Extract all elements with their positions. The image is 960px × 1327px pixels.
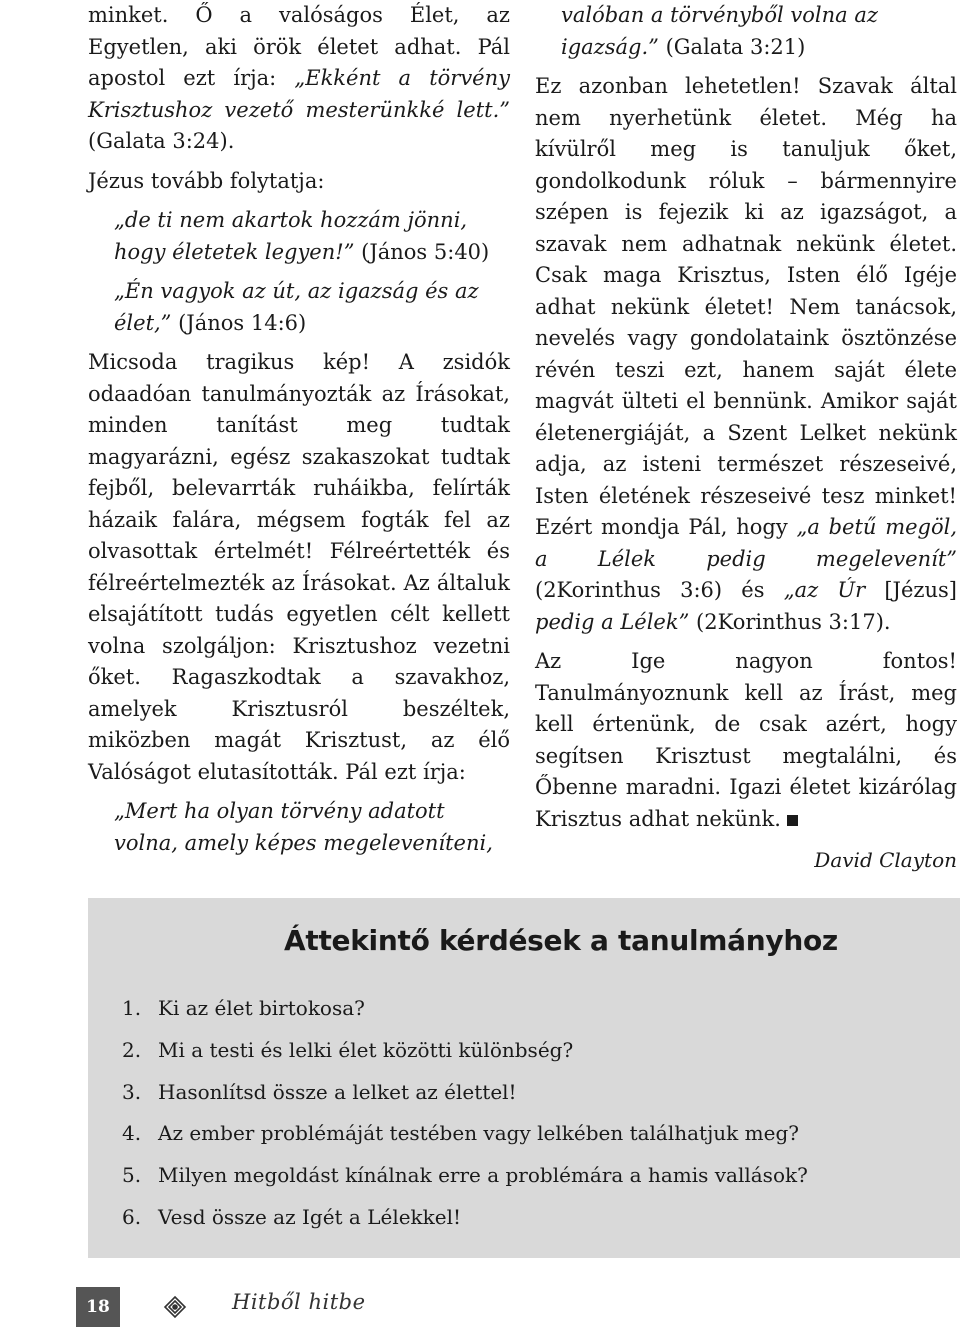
question-number: 3. (122, 1079, 142, 1104)
review-question (122, 1030, 808, 1072)
review-question (122, 1113, 808, 1155)
quote-2cor-3-17-b: pedig a Lélek” (535, 609, 690, 634)
question-text: Milyen megoldást kínálnak erre a problémára a hamis vallások? (158, 1163, 808, 1188)
quote-john-5-40-text: „de ti nem akartok hozzám jönni, hogy életetek legyen!” (114, 208, 468, 264)
quote-galata-3-21-cont: valóban a törvényből volna az igazság.” (561, 3, 878, 59)
quote-john-5-40 (88, 205, 510, 268)
paragraph-5-text: Az Ige nagyon fontos! Tanulmányoznunk kell az Írást, meg kell értenünk, de csak azért, hogy segítsen Krisztust megtalálni, és Őbenne maradni. Igazi életet kizárólag Krisztus adhat nekünk. (535, 649, 957, 831)
quote-galata-3-21-start (88, 796, 510, 859)
question-text: Az ember problémáját testében vagy lelkében találhatjuk meg? (158, 1121, 799, 1146)
paragraph-1 (88, 0, 510, 158)
question-number: 6. (122, 1204, 142, 1229)
question-number: 5. (122, 1163, 142, 1188)
right-column (535, 0, 957, 877)
paragraph-1-text: minket. Ő a valóságos Élet, az Egyetlen, aki örök életet adhat. Pál apostol ezt írja: (88, 3, 510, 90)
left-column (88, 0, 510, 867)
ref-2cor-3-17: (2Korinthus 3:17). (696, 609, 891, 634)
paragraph-3: Micsoda tragikus kép! A zsidók odaadóan tanulmányozták az Írásokat, minden tanítást meg tudtak magyarázni, egész szakaszokat tudtak fejből, belevarrták ruháikba, felírták házaik falára, mégsem fogták fel az olvasottak értelmét! Félreértették és félreértelmezték az Írásokat. Az általuk elsajátított tudás egyetlen célt kellett volna szolgáljon: Krisztushoz vezetni őket. Ragaszkodtak a szavakhoz, amelyek Krisztusról beszéltek, miközben magát Krisztust, az élő Valóságot elutasították. Pál ezt írja: (88, 350, 510, 784)
ref-galata-3-21: (Galata 3:21) (665, 34, 806, 59)
question-number: 2. (122, 1037, 142, 1062)
question-text: Vesd össze az Igét a Lélekkel! (158, 1204, 462, 1229)
review-question (122, 1155, 808, 1197)
question-number: 4. (122, 1121, 142, 1146)
ref-galata-3-24: (Galata 3:24). (88, 129, 235, 153)
author-signature: David Clayton (814, 848, 957, 872)
paragraph-4 (535, 71, 957, 638)
page-footer (0, 1287, 960, 1327)
review-question (122, 1072, 808, 1114)
review-question-list (122, 988, 808, 1239)
paragraph-2: Jézus tovább folytatja: (88, 168, 325, 193)
paragraph-4-text: Ez azonban lehetetlen! Szavak által nem nyerhetünk életet. Még ha kívülről meg is tanuljuk őket, gondolkodunk róluk – bármennyire szépen is fejezik ki az igazságot, a szavak nem adhatnak nekünk életet. Csak maga Krisztus, Isten élő Igéje adhat nekünk életet! Nem tanácsok, nevelés vagy gondolataink ösztönzése révén teszi ezt, hanem saját élete magvát ülteti el bennünk. Amikor saját életenergiáját, a Szent Lelket nekünk adja, az isteni természet részeseivé, Isten életének részeseivé tesz minket! Ezért mondja Pál, hogy (535, 74, 957, 539)
quote-galata-3-21-end (535, 0, 957, 63)
paragraph-5 (535, 646, 957, 835)
end-mark-icon (787, 815, 798, 826)
question-number: 1. (122, 996, 142, 1020)
floral-ornament-icon (163, 1295, 187, 1319)
question-text: Ki az élet birtokosa? (158, 996, 365, 1020)
review-title: Áttekintő kérdések a tanulmányhoz (284, 924, 838, 957)
publication-brand: Hitből hitbe (232, 1290, 366, 1314)
quote-john-14-6-text: „Én vagyok az út, az igazság és az élet,” (114, 279, 479, 335)
quote-galata-3-24: „Ekként a törvény Krisztushoz vezető mesterünkké lett.” (88, 66, 510, 122)
ref-john-5-40: (János 5:40) (361, 239, 490, 264)
bracket-jesus: [Jézus] (884, 578, 957, 602)
review-question (122, 988, 808, 1030)
quote-2cor-3-6: „a betű megöl, a Lélek pedig megelevenít” (535, 515, 958, 571)
question-text: Hasonlítsd össze a lelket az élettel! (158, 1079, 517, 1104)
quote-galata-3-21-text: „Mert ha olyan törvény adatott volna, amely képes megeleveníteni, (114, 799, 493, 855)
page-number: 18 (86, 1297, 110, 1317)
review-question (122, 1197, 808, 1239)
review-questions-box (88, 898, 960, 1258)
question-text: Mi a testi és lelki élet közötti különbség? (158, 1037, 574, 1062)
ref-2cor-3-6: (2Korinthus 3:6) és (535, 578, 765, 602)
quote-2cor-3-17-a: „az Úr (783, 578, 866, 602)
ref-john-14-6: (János 14:6) (178, 310, 307, 335)
quote-john-14-6 (88, 276, 510, 339)
